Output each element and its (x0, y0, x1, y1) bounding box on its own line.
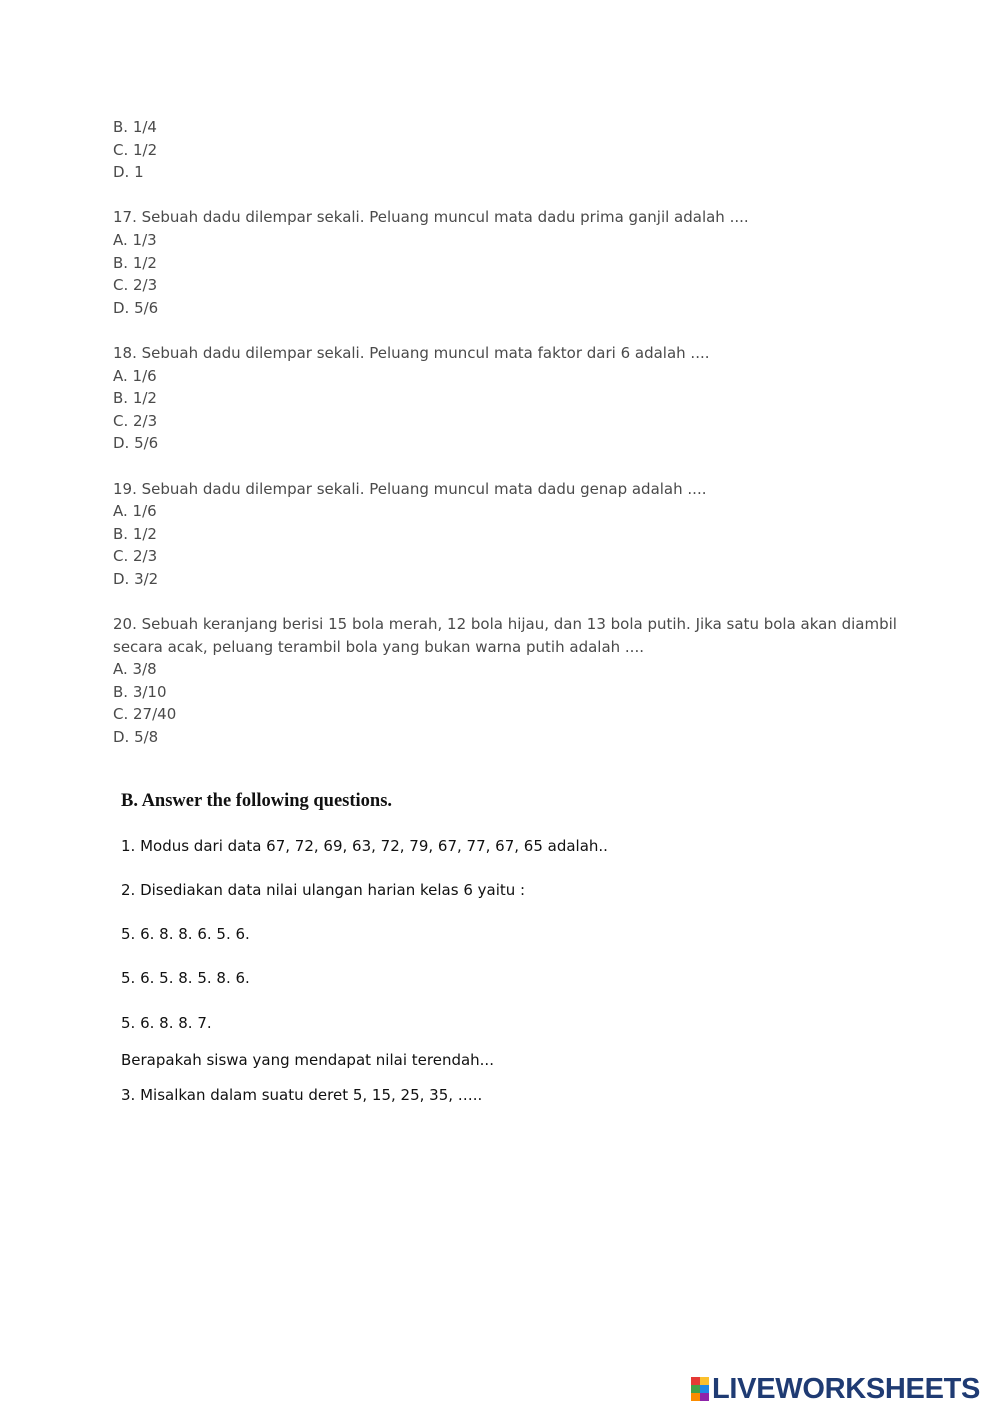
question-20 (113, 613, 913, 749)
option-a: A. 1/6 (113, 502, 157, 521)
mark-cell (700, 1385, 709, 1393)
option-d: D. 5/8 (113, 728, 159, 747)
option-b: B. 3/10 (113, 682, 167, 701)
essay-question-3: 3. Misalkan dalam suatu deret 5, 15, 25, 35, ….. (121, 1086, 483, 1104)
data-row-1: 5. 6. 8. 8. 6. 5. 6. (121, 925, 250, 943)
option-c: C. 27/40 (113, 705, 177, 724)
option-c: C. 2/3 (113, 547, 158, 566)
option-d: D. 5/6 (113, 298, 159, 317)
question-text: 19. Sebuah dadu dilempar sekali. Peluang muncul mata dadu genap adalah .... (113, 479, 707, 498)
option-d: D. 5/6 (113, 434, 159, 453)
essay-question-2: 2. Disediakan data nilai ulangan harian kelas 6 yaitu : (121, 881, 526, 899)
essay-question-1: 1. Modus dari data 67, 72, 69, 63, 72, 79, 67, 77, 67, 65 adalah.. (121, 837, 608, 855)
option-a: A. 3/8 (113, 660, 157, 679)
data-row-3: 5. 6. 8. 8. 7. (121, 1014, 212, 1032)
question-text: 20. Sebuah keranjang berisi 15 bola merah, 12 bola hijau, dan 13 bola putih. Jika satu bola akan diambil secara acak, peluang terambil bola yang bukan warna putih adalah .... (113, 615, 902, 656)
option-b: B. 1/2 (113, 524, 157, 543)
essay-question-2-prompt: Berapakah siswa yang mendapat nilai terendah... (121, 1051, 494, 1069)
mark-cell (700, 1393, 709, 1401)
data-row-2: 5. 6. 5. 8. 5. 8. 6. (121, 969, 250, 987)
liveworksheets-logo[interactable] (691, 1373, 980, 1405)
option-a: A. 1/3 (113, 230, 157, 249)
mark-cell (691, 1377, 700, 1385)
option-d: D. 3/2 (113, 569, 159, 588)
mark-cell (691, 1393, 700, 1401)
option-line: C. 1/2 (113, 140, 158, 159)
section-a-multiple-choice (113, 116, 913, 749)
option-line: B. 1/4 (113, 118, 157, 136)
liveworksheets-mark-icon (691, 1377, 709, 1401)
mark-cell (700, 1377, 709, 1385)
question-text: 17. Sebuah dadu dilempar sekali. Peluang muncul mata dadu prima ganjil adalah .... (113, 208, 749, 227)
logo-text: LIVEWORKSHEETS (712, 1373, 981, 1405)
section-b-essay (121, 788, 921, 1104)
question-19 (113, 478, 913, 591)
question-text: 18. Sebuah dadu dilempar sekali. Peluang muncul mata faktor dari 6 adalah .... (113, 343, 710, 362)
option-b: B. 1/2 (113, 253, 157, 272)
option-a: A. 1/6 (113, 366, 157, 385)
option-c: C. 2/3 (113, 276, 158, 295)
question-17 (113, 206, 913, 319)
option-b: B. 1/2 (113, 389, 157, 408)
option-line: D. 1 (113, 163, 144, 182)
mark-cell (691, 1385, 700, 1393)
section-b-heading: B. Answer the following questions. (121, 791, 393, 811)
question-18 (113, 342, 913, 455)
option-c: C. 2/3 (113, 411, 158, 430)
